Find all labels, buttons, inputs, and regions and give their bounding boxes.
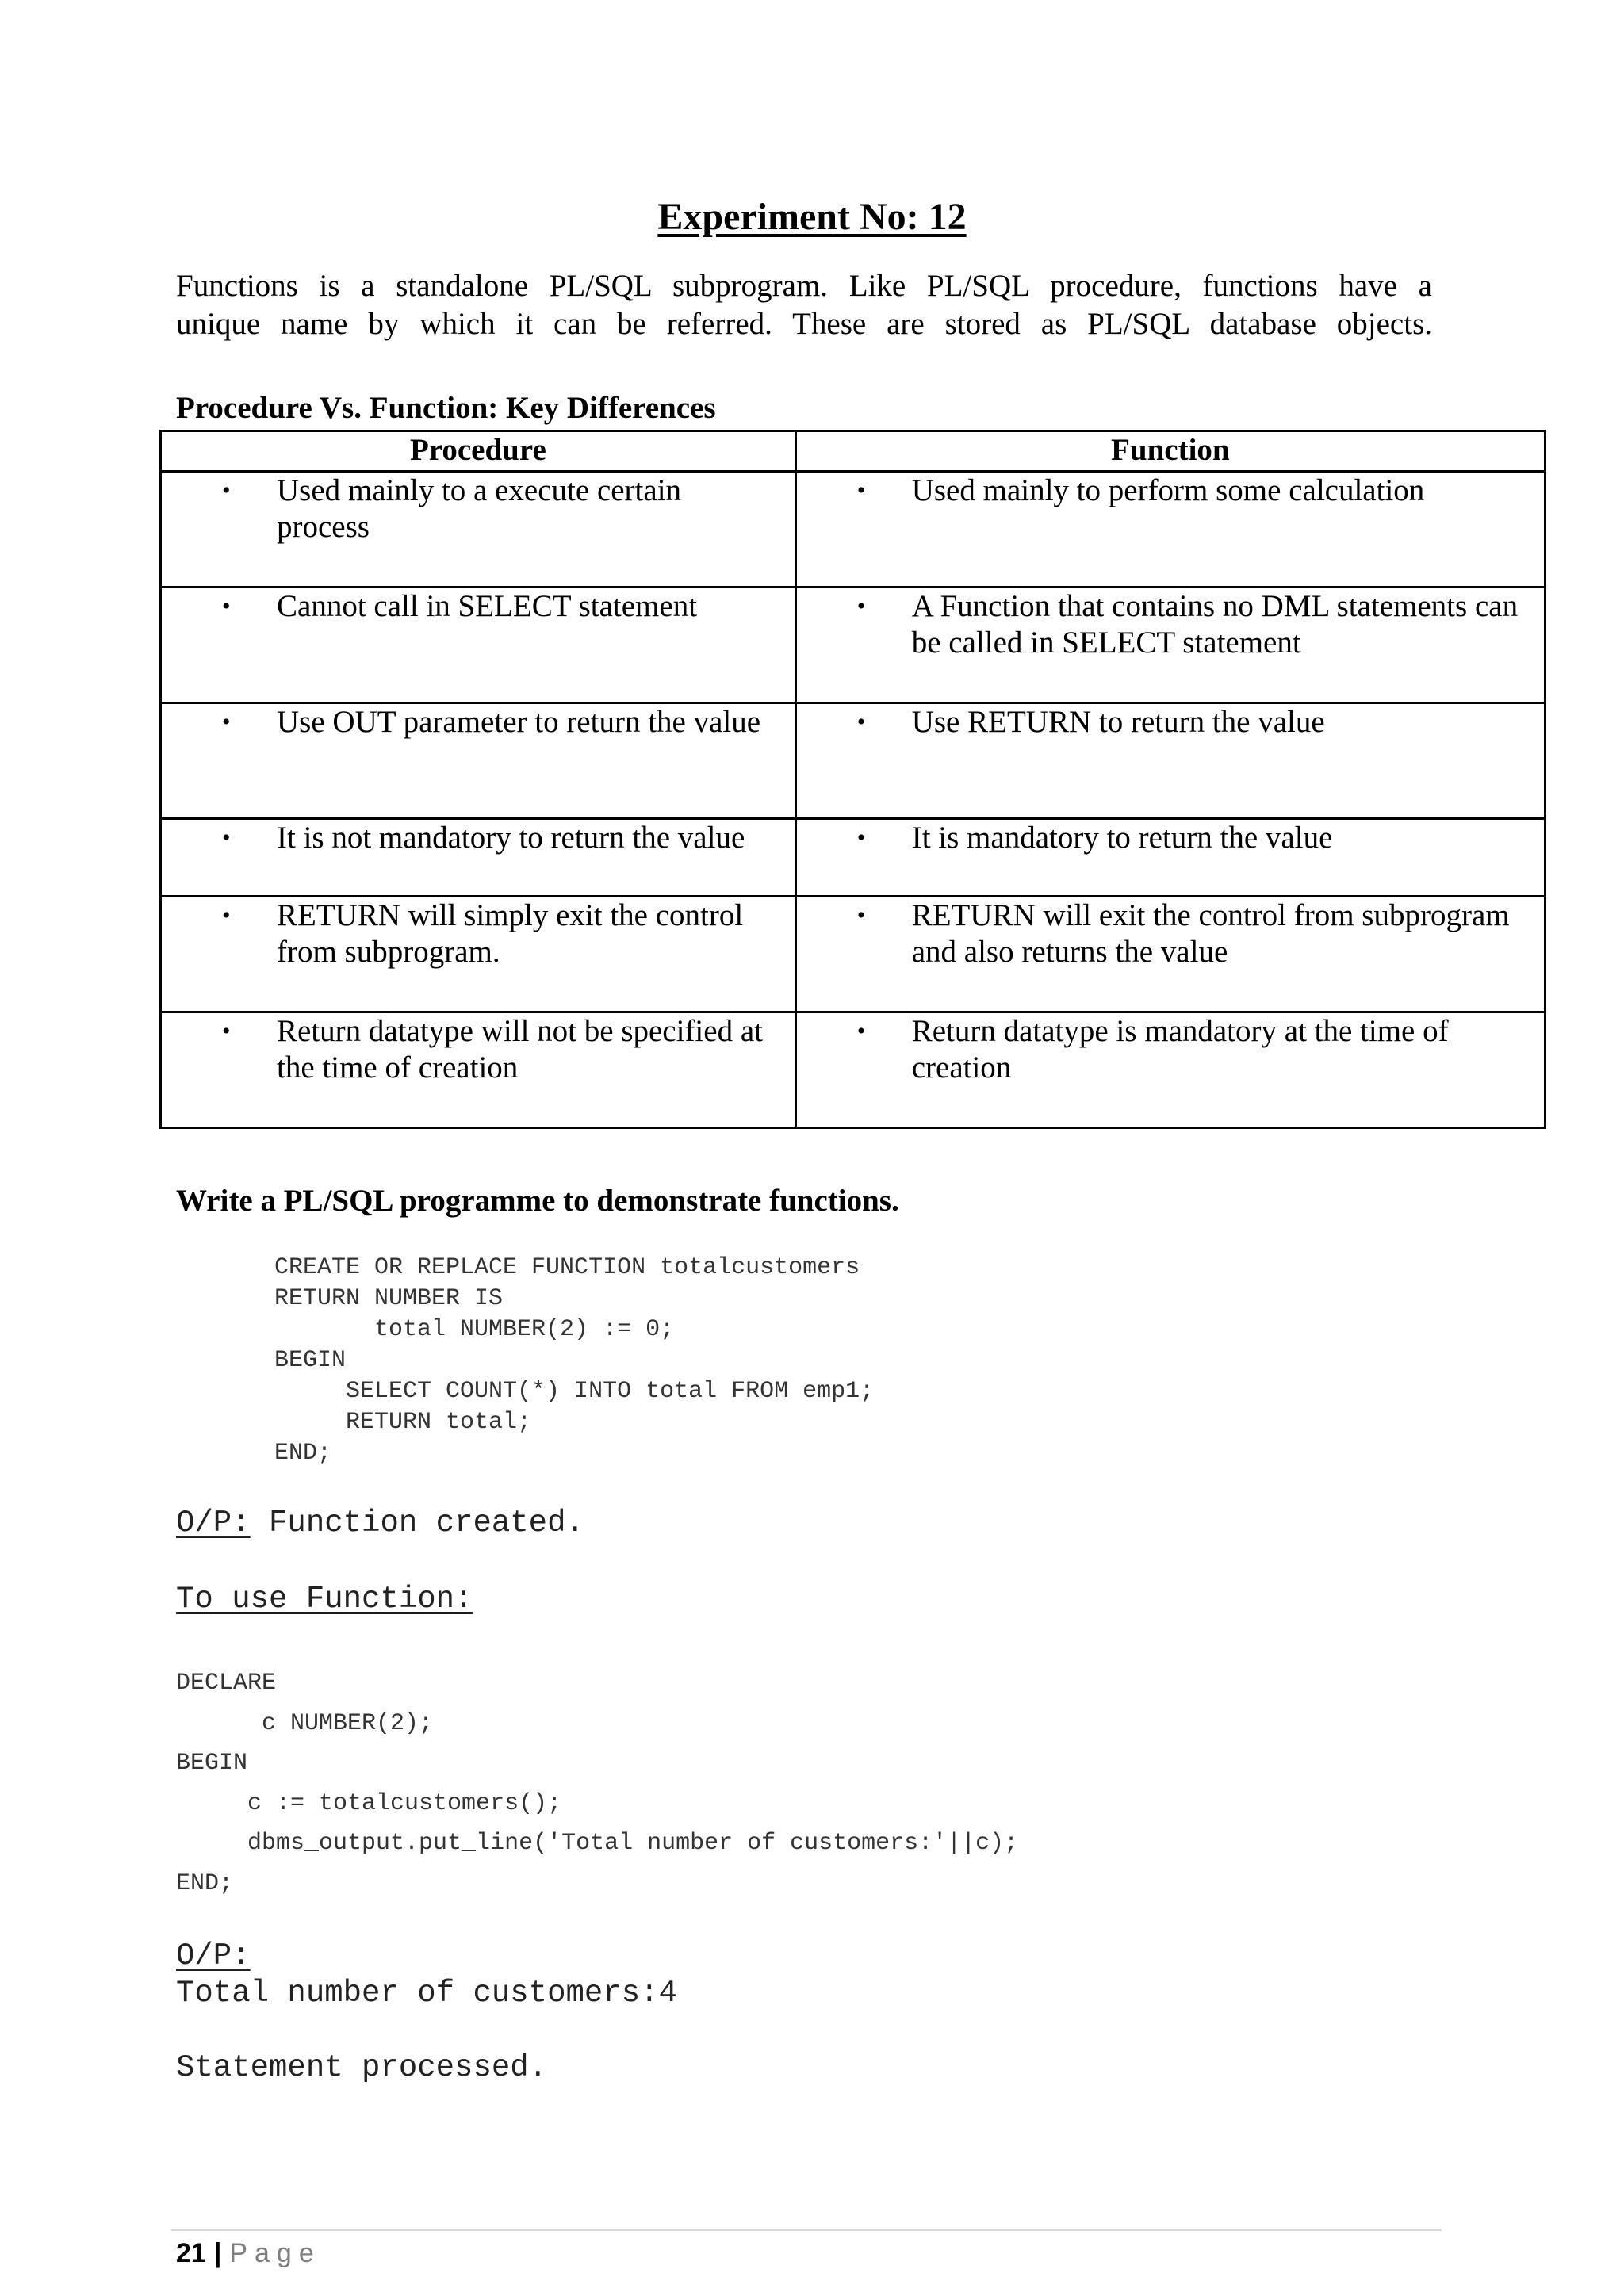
function-text: It is mandatory to return the value (911, 821, 1333, 855)
bullet-item (797, 704, 1528, 740)
procedure-text: Return datatype will not be specified at the time of creation (277, 1014, 763, 1085)
procedure-cell (161, 1012, 796, 1128)
intro-line-1: Functions is a standalone PL/SQL subprogram. Like PL/SQL procedure, functions have a (176, 269, 1432, 303)
bullet-item (797, 820, 1528, 856)
procedure-text: Use OUT parameter to return the value (277, 705, 761, 739)
column-header-function: Function (795, 431, 1545, 472)
output-value: Function created. (250, 1506, 584, 1540)
bullet-item (797, 588, 1528, 661)
function-cell (795, 472, 1545, 587)
table-row (161, 1012, 1545, 1128)
bullet-item (162, 897, 779, 970)
bullet-icon: • (856, 709, 866, 735)
bullet-icon: • (222, 825, 231, 851)
procedure-cell (161, 819, 796, 897)
bullet-icon: • (856, 593, 866, 619)
bullet-icon: • (856, 902, 866, 928)
bullet-icon: • (856, 1018, 866, 1044)
function-cell (795, 1012, 1545, 1128)
bullet-item (797, 1013, 1528, 1086)
procedure-cell (161, 587, 796, 703)
table-row (161, 897, 1545, 1012)
function-text: Used mainly to perform some calculation (911, 473, 1425, 507)
output-2 (176, 1938, 677, 2087)
table-row (161, 703, 1545, 819)
comparison-table-body (161, 472, 1545, 1128)
create-function-code: CREATE OR REPLACE FUNCTION totalcustomers RETURN NUMBER IS total NUMBER(2) := 0; BEGIN SELECT COUNT(*) INTO total FROM emp1; RETURN total; END; (274, 1254, 875, 1467)
procedure-cell (161, 897, 796, 1012)
function-cell (795, 819, 1545, 897)
bullet-icon: • (222, 477, 231, 503)
use-function-code: DECLARE c NUMBER(2); BEGIN c := totalcustomers(); dbms_output.put_line('Total number of customers:'||c); END; (176, 1670, 1019, 1897)
output-1 (176, 1503, 584, 1543)
procedure-text: Cannot call in SELECT statement (277, 589, 698, 623)
column-header-procedure: Procedure (161, 431, 796, 472)
function-text: A Function that contains no DML statements can be called in SELECT statement (911, 589, 1519, 660)
table-row (161, 819, 1545, 897)
table-header-row (161, 431, 1545, 472)
bullet-icon: • (222, 1018, 231, 1044)
bullet-icon: • (222, 902, 231, 928)
bullet-item (797, 897, 1528, 970)
bullet-item (162, 588, 779, 625)
bullet-icon: • (222, 593, 231, 619)
table-row (161, 472, 1545, 587)
procedure-text: RETURN will simply exit the control from subprogram. (277, 898, 744, 969)
output-label: O/P: (176, 1506, 251, 1540)
procedure-cell (161, 472, 796, 587)
function-text: RETURN will exit the control from subprogram and also returns the value (911, 898, 1510, 969)
page-number: 21 (176, 2238, 206, 2268)
output-result-line: Total number of customers:4 (176, 1976, 677, 2011)
function-cell (795, 587, 1545, 703)
bullet-icon: • (856, 477, 866, 503)
comparison-heading: Procedure Vs. Function: Key Differences (176, 391, 716, 425)
footer-divider (171, 2229, 1442, 2231)
bullet-icon: • (222, 709, 231, 735)
bullet-item (162, 473, 779, 545)
function-cell (795, 703, 1545, 819)
comparison-table (159, 430, 1546, 1129)
bullet-icon: • (856, 825, 866, 851)
program-heading: Write a PL/SQL programme to demonstrate functions. (176, 1184, 899, 1218)
output-label: O/P: (176, 1938, 251, 1973)
function-cell (795, 897, 1545, 1012)
procedure-cell (161, 703, 796, 819)
intro-paragraph (176, 267, 1432, 343)
intro-line-2: unique name by which it can be referred. These are stored as PL/SQL database objects. (176, 307, 1432, 341)
bullet-item (162, 820, 779, 856)
procedure-text: Used mainly to a execute certain process (277, 473, 682, 544)
table-row (161, 587, 1545, 703)
footer-separator: | (213, 2238, 222, 2268)
function-text: Return datatype is mandatory at the time of creation (911, 1014, 1449, 1085)
page-title: Experiment No: 12 (657, 196, 967, 238)
page-label: Page (229, 2238, 321, 2268)
procedure-text: It is not mandatory to return the value (277, 821, 745, 855)
bullet-item (162, 704, 779, 740)
function-text: Use RETURN to return the value (911, 705, 1325, 739)
page-footer (176, 2236, 321, 2271)
bullet-item (162, 1013, 779, 1086)
bullet-item (797, 473, 1528, 509)
use-function-heading: To use Function: (176, 1582, 473, 1617)
output-status-line: Statement processed. (176, 2050, 548, 2085)
